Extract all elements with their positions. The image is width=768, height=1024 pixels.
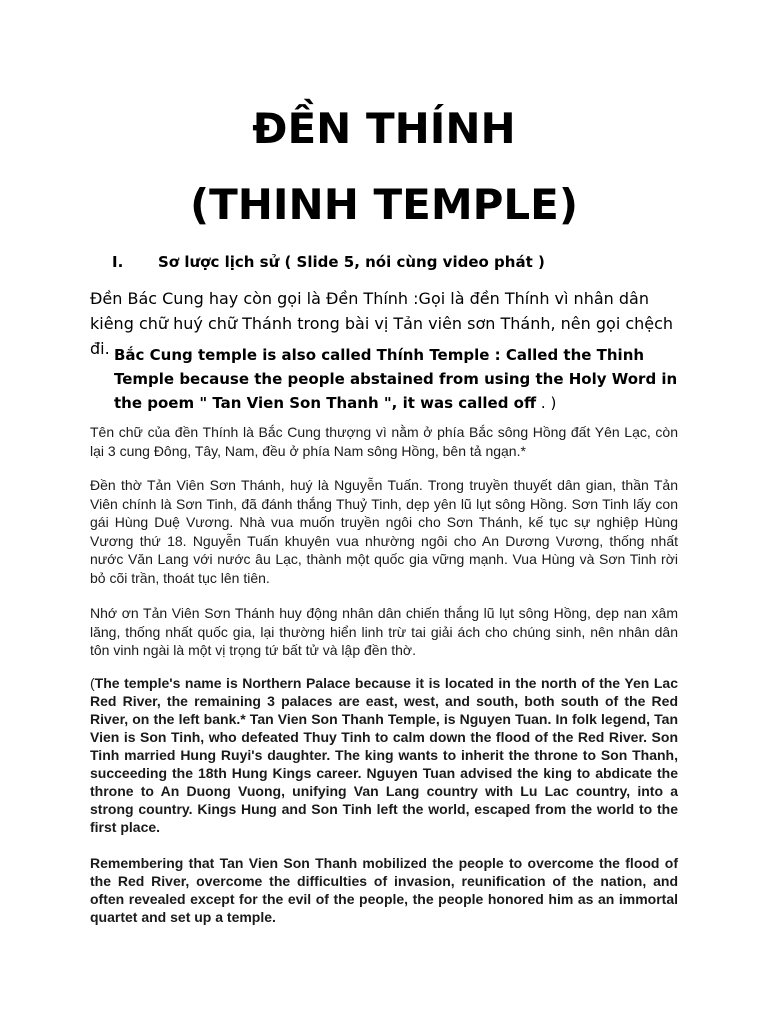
intro-paragraph-vietnamese: Đền Bác Cung hay còn gọi là Đền Thính :Gọi là đền Thính vì nhân dân kiêng chữ huý chữ Thánh trong bài vị Tản viên sơn Thánh, nên gọi chệch đi. [90, 289, 674, 358]
paragraph-english-2: Remembering that Tan Vien Son Thanh mobilized the people to overcome the flood of the Red River, overcome the difficulties of invasion, reunification of the nation, and often revealed except for the evil of the people, the people honored him as an immortal quartet and set up a temple. [90, 855, 678, 925]
intro-paragraph-english [114, 343, 684, 415]
paragraph-english-1-text: The temple's name is Northern Palace because it is located in the north of the Yen Lac Red River, the remaining 3 palaces are east, west, and south, both south of the Red River, on the left bank.* Tan Vien Son Thanh Temple, is Nguyen Tuan. In folk legend, Tan Vien is Son Tinh, who defeated Thuy Tinh to calm down the flood of the Red River. Son Tinh married Hung Ruyi's daughter. The king wants to inherit the throne to Son Thanh, succeeding the 18th Hung Kings career. Nguyen Tuan advised the king to abdicate the throne to An Duong Vuong, unifying Van Lang country with Lu Lac country, into a strong country. Kings Hung and Son Tinh left the world, escaped from the world to the first place. [90, 675, 678, 835]
section-heading [112, 252, 545, 272]
paragraph-english-1-lead: ( [90, 675, 95, 691]
section-heading-text: Sơ lược lịch sử ( Slide 5, nói cùng video phát ) [158, 253, 545, 271]
intro-english-text: Bắc Cung temple is also called Thính Temple : Called the Thinh Temple because the people abstained from using the Holy Word in the poem " Tan Vien Son Thanh ", it was called off [114, 346, 678, 412]
intro-english-tail: . ) [536, 394, 557, 412]
paragraph-vietnamese-3: Nhớ ơn Tản Viên Sơn Thánh huy động nhân dân chiến thắng lũ lụt sông Hồng, dẹp nan xâm lăng, thống nhất quốc gia, lại thường hiển linh trừ tai giải ách cho chúng sinh, nên nhân dân tôn vinh ngài là một vị trọng tứ bất tử và lập đền thờ. [90, 605, 678, 658]
paragraph-vietnamese-1: Tên chữ của đền Thính là Bắc Cung thượng vì nằm ở phía Bắc sông Hồng đất Yên Lạc, còn lại 3 cung Đông, Tây, Nam, đều ở phía Nam sông Hồng, bên tả ngạn.* [90, 424, 678, 459]
document-title: ĐỀN THÍNH [252, 104, 516, 153]
paragraph-vietnamese-2: Đền thờ Tản Viên Sơn Thánh, huý là Nguyễn Tuấn. Trong truyền thuyết dân gian, thần Tản Viên chính là Sơn Tinh, đã đánh thắng Thuỷ Tinh, dẹp yên lũ lụt sông Hồng. Sơn Tinh lấy con gái Hùng Duệ Vương. Nhà vua muốn truyền ngôi cho Sơn Thánh, kế tục sự nghiệp Hùng Vương thứ 18. Nguyễn Tuấn khuyên vua nhường ngôi cho An Dương Vương, thống nhất nước Văn Lang với nước âu Lạc, thành một quốc gia vững mạnh. Vua Hùng và Sơn Tinh rời bỏ cõi trần, thoát tục lên tiên. [90, 477, 678, 586]
paragraph-english-1 [90, 674, 678, 836]
section-number: I. [112, 253, 124, 271]
document-subtitle: (THINH TEMPLE) [189, 180, 579, 229]
